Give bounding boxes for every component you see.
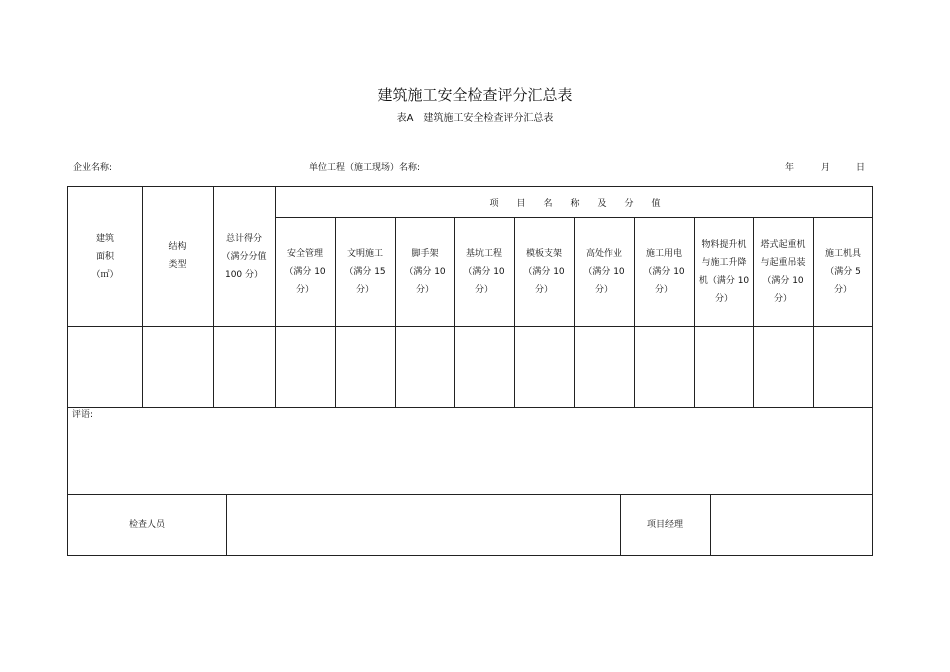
- item-header-7: [694, 236, 754, 308]
- month-label: 月: [821, 163, 831, 173]
- project-manager-field[interactable]: [710, 494, 873, 556]
- item-header-line: 分）: [714, 294, 733, 304]
- total-header-line: （满分分值: [221, 252, 267, 262]
- item-header-line: 分）: [773, 294, 792, 304]
- total-score-header: [213, 230, 275, 284]
- item-header-2: [395, 245, 455, 299]
- item-header-line: （满分 15: [344, 267, 386, 277]
- company-name-label: 企业名称:: [73, 163, 113, 173]
- item-header-line: 模板支架: [525, 249, 562, 259]
- item-header-line: 与施工升降: [701, 258, 747, 268]
- day-label: 日: [856, 163, 866, 173]
- item-header-line: 高处作业: [585, 249, 622, 259]
- item-header-line: 与起重吊装: [760, 258, 806, 268]
- item-header-line: 基坑工程: [465, 249, 502, 259]
- document-title: 建筑施工安全检查评分汇总表: [377, 86, 573, 104]
- item-header-line: （满分 10: [583, 267, 625, 277]
- total-header-line: 100 分）: [224, 270, 264, 280]
- item-header-line: 分）: [415, 285, 434, 295]
- item-header-0: [275, 245, 335, 299]
- item-header-line: 分）: [534, 285, 553, 295]
- item-header-line: 分）: [654, 285, 673, 295]
- item-header-3: [454, 245, 514, 299]
- total-header-line: 总计得分: [225, 234, 262, 244]
- item-header-line: （满分 10: [284, 267, 326, 277]
- unit-project-label: 单位工程（施工现场）名称:: [309, 163, 421, 173]
- item-header-line: （满分 10: [463, 267, 505, 277]
- item-header-line: （满分 10: [523, 267, 565, 277]
- item-header-line: 施工机具: [824, 249, 861, 259]
- comment-field[interactable]: [68, 420, 873, 494]
- item-header-line: 分）: [474, 285, 493, 295]
- document-subtitle: 表A 建筑施工安全检查评分汇总表: [396, 113, 554, 124]
- structure-header: [142, 238, 213, 274]
- item-header-line: （满分 10: [762, 276, 804, 286]
- summary-table: [67, 186, 873, 556]
- item-header-line: 塔式起重机: [760, 240, 806, 250]
- area-header-line: 面积: [95, 252, 114, 262]
- items-header: 项 目 名 称 及 分 值: [489, 199, 661, 209]
- item-header-1: [335, 245, 395, 299]
- item-header-line: （满分 10: [404, 267, 446, 277]
- area-header: [68, 230, 142, 284]
- structure-header-line: 结构: [168, 242, 187, 252]
- inspector-label: 检查人员: [128, 520, 165, 530]
- project-manager-label: 项目经理: [646, 520, 683, 530]
- item-header-line: 机（满分 10: [698, 276, 750, 286]
- item-header-line: 施工用电: [645, 249, 682, 259]
- item-header-4: [514, 245, 574, 299]
- item-header-8: [753, 236, 813, 308]
- item-header-6: [634, 245, 694, 299]
- item-header-line: （满分 10: [643, 267, 685, 277]
- area-header-line: （㎡）: [91, 270, 119, 280]
- item-header-line: 分）: [355, 285, 374, 295]
- year-label: 年: [785, 163, 795, 173]
- item-header-line: 安全管理: [286, 249, 323, 259]
- item-header-5: [574, 245, 634, 299]
- item-header-line: 分）: [295, 285, 314, 295]
- structure-header-line: 类型: [168, 260, 187, 270]
- comment-label: 评语:: [72, 410, 94, 420]
- item-header-line: 文明施工: [346, 249, 383, 259]
- item-header-9: [813, 245, 873, 299]
- inspector-field[interactable]: [226, 494, 620, 556]
- item-header-line: （满分 5: [825, 267, 861, 277]
- item-header-line: 分）: [833, 285, 852, 295]
- item-header-line: 脚手架: [411, 249, 439, 259]
- item-header-line: 分）: [594, 285, 613, 295]
- item-header-line: 物料提升机: [701, 240, 747, 250]
- area-header-line: 建筑: [95, 234, 114, 244]
